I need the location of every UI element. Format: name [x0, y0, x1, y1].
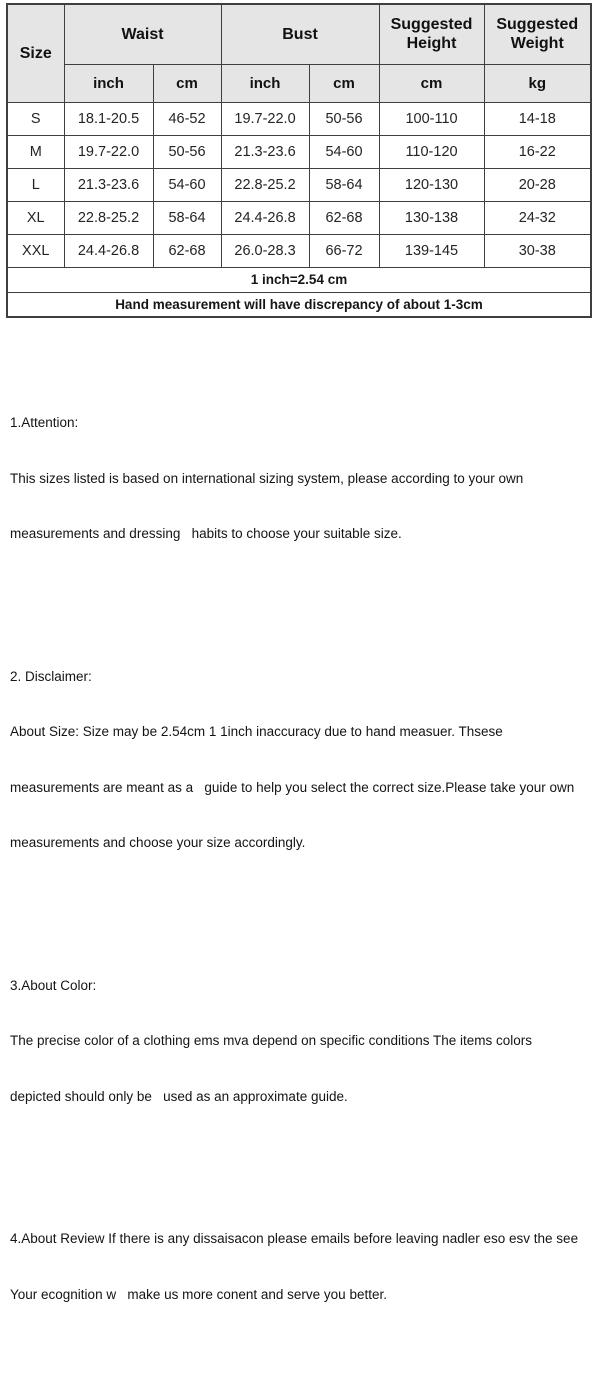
- waist-inch-value: 18.1-20.5: [64, 102, 153, 135]
- weight-value: 16-22: [484, 135, 591, 168]
- weight-value: 24-32: [484, 201, 591, 234]
- note-text-line: measurements and choose your size accordingly.: [10, 835, 306, 850]
- waist-cm-value: 58-64: [153, 201, 221, 234]
- header-row-groups: [7, 4, 591, 64]
- table-row-xl: [7, 201, 591, 234]
- waist-cm-value: 62-68: [153, 234, 221, 267]
- header-weight-kg: kg: [484, 64, 591, 102]
- note-text-line: About Size: Size may be 2.54cm 1 1inch inaccuracy due to hand measuer. Thsese: [10, 724, 503, 739]
- bust-inch-value: 24.4-26.8: [221, 201, 309, 234]
- bust-cm-value: 54-60: [309, 135, 379, 168]
- waist-inch-value: 22.8-25.2: [64, 201, 153, 234]
- size-label: M: [7, 135, 64, 168]
- size-chart-table: [6, 3, 592, 318]
- header-waist-inch: inch: [64, 64, 153, 102]
- table-row-xxl: [7, 234, 591, 267]
- header-waist-cm: cm: [153, 64, 221, 102]
- table-row-m: [7, 135, 591, 168]
- note-text-line: The precise color of a clothing ems mva depend on specific conditions The items colors: [10, 1033, 533, 1048]
- bust-cm-value: 50-56: [309, 102, 379, 135]
- size-chart-page: [0, 3, 600, 1391]
- weight-value: 30-38: [484, 234, 591, 267]
- waist-inch-value: 24.4-26.8: [64, 234, 153, 267]
- bust-inch-value: 21.3-23.6: [221, 135, 309, 168]
- weight-value: 14-18: [484, 102, 591, 135]
- height-value: 100-110: [379, 102, 484, 135]
- height-value: 110-120: [379, 135, 484, 168]
- footnote-hand-measurement: Hand measurement will have discrepancy of about 1-3cm: [7, 292, 591, 317]
- note-heading: 1.Attention:: [10, 415, 79, 430]
- note-heading: 2. Disclaimer:: [10, 668, 92, 684]
- bust-inch-value: 22.8-25.2: [221, 168, 309, 201]
- weight-value: 20-28: [484, 168, 591, 201]
- header-bust-inch: inch: [221, 64, 309, 102]
- note-disclaimer: [10, 631, 600, 890]
- header-bust: Bust: [221, 4, 379, 64]
- size-label: XL: [7, 201, 64, 234]
- note-text-line: 4.About Review If there is any dissaisacon please emails before leaving nadler eso esv the see: [10, 1231, 579, 1246]
- bust-cm-value: 62-68: [309, 201, 379, 234]
- size-label: XXL: [7, 234, 64, 267]
- bust-cm-value: 66-72: [309, 234, 379, 267]
- height-value: 139-145: [379, 234, 484, 267]
- height-value: 130-138: [379, 201, 484, 234]
- waist-inch-value: 19.7-22.0: [64, 135, 153, 168]
- header-height-cm: cm: [379, 64, 484, 102]
- bust-inch-value: 26.0-28.3: [221, 234, 309, 267]
- note-about-review: [10, 1193, 600, 1341]
- header-row-units: [7, 64, 591, 102]
- table-row-s: [7, 102, 591, 135]
- header-suggested-height: Suggested Height: [379, 4, 484, 64]
- waist-cm-value: 50-56: [153, 135, 221, 168]
- note-text-line: Your ecognition w make us more conent and serve you better.: [10, 1286, 387, 1302]
- note-text-line: measurements are meant as a guide to help you select the correct size.Please take your own: [10, 779, 575, 795]
- header-size: Size: [7, 4, 64, 102]
- footnote-row-hand-measurement: [7, 292, 591, 317]
- bust-inch-value: 19.7-22.0: [221, 102, 309, 135]
- notes-section: [10, 340, 600, 1391]
- size-label: S: [7, 102, 64, 135]
- note-attention: [10, 377, 600, 581]
- footnote-inch-conversion: 1 inch=2.54 cm: [7, 267, 591, 292]
- table-row-l: [7, 168, 591, 201]
- header-suggested-weight: Suggested Weight: [484, 4, 591, 64]
- note-heading: 3.About Color:: [10, 977, 97, 993]
- waist-cm-value: 54-60: [153, 168, 221, 201]
- waist-inch-value: 21.3-23.6: [64, 168, 153, 201]
- header-bust-cm: cm: [309, 64, 379, 102]
- note-text-line: depicted should only be used as an approximate guide.: [10, 1088, 348, 1104]
- footnote-row-inch-conversion: [7, 267, 591, 292]
- note-text-line: This sizes listed is based on international sizing system, please according to your own: [10, 470, 524, 486]
- note-text-line: measurements and dressing habits to choose your suitable size.: [10, 526, 402, 541]
- bust-cm-value: 58-64: [309, 168, 379, 201]
- size-label: L: [7, 168, 64, 201]
- note-about-color: [10, 940, 600, 1144]
- header-waist: Waist: [64, 4, 221, 64]
- waist-cm-value: 46-52: [153, 102, 221, 135]
- height-value: 120-130: [379, 168, 484, 201]
